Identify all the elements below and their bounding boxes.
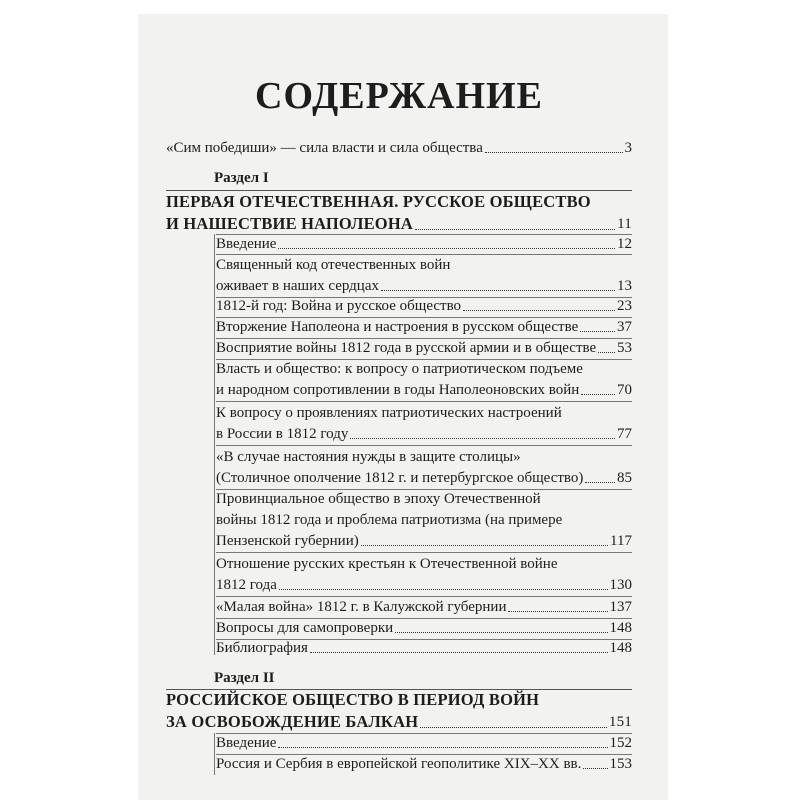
toc-page-number: 70 <box>617 382 632 398</box>
section-label: Раздел I <box>214 170 269 186</box>
toc-entry-text: Введение <box>216 735 277 751</box>
section-title-text: И НАШЕСТВИЕ НАПОЛЕОНА <box>166 214 413 233</box>
subsection-bracket <box>214 234 215 655</box>
toc-entry-text: «Сим победиши» — сила власти и сила общества <box>166 140 483 156</box>
toc-page-number: 153 <box>609 756 632 772</box>
leader-dots <box>598 352 615 353</box>
toc-entry[interactable] <box>216 531 632 551</box>
leader-dots <box>361 545 608 546</box>
toc-page-number: 148 <box>609 640 632 656</box>
leader-dots <box>395 632 607 633</box>
leader-dots <box>420 727 607 728</box>
toc-page-number: 11 <box>617 216 632 232</box>
toc-page-number: 3 <box>624 140 632 156</box>
toc-entry-text: Россия и Сербия в европейской геополитике XIX–XX вв. <box>216 756 582 772</box>
toc-entry[interactable] <box>216 754 632 774</box>
toc-entry-text: Восприятие войны 1812 года в русской армии и в обществе <box>216 340 597 356</box>
section-title-line: ПЕРВАЯ ОТЕЧЕСТВЕННАЯ. РУССКОЕ ОБЩЕСТВО <box>166 192 591 211</box>
toc-page-number: 23 <box>617 298 632 314</box>
toc-entry-text: К вопросу о проявлениях патриотических настроений <box>216 405 562 421</box>
leader-dots <box>581 394 615 395</box>
leader-dots <box>278 747 607 748</box>
toc-entry-text: войны 1812 года и проблема патриотизма (на примере <box>216 512 563 528</box>
leader-dots <box>583 768 607 769</box>
leader-dots <box>381 290 615 291</box>
toc-page-number: 151 <box>608 714 632 730</box>
toc-entry-text: Вопросы для самопроверки <box>216 620 394 636</box>
toc-entry-text: 1812 года <box>216 577 277 593</box>
section-label: Раздел II <box>214 670 275 686</box>
toc-page-number: 12 <box>617 236 632 252</box>
page-title: СОДЕРЖАНИЕ <box>255 75 543 117</box>
leader-dots <box>585 482 615 483</box>
section-title-line: РОССИЙСКОЕ ОБЩЕСТВО В ПЕРИОД ВОЙН <box>166 690 540 709</box>
toc-page-number: 137 <box>609 599 632 615</box>
leader-dots <box>580 331 615 332</box>
toc-entry[interactable] <box>216 575 632 595</box>
toc-entry-text: 1812-й год: Война и русское общество <box>216 298 462 314</box>
toc-page-number: 152 <box>609 735 632 751</box>
toc-page-number: 53 <box>617 340 632 356</box>
toc-entry[interactable] <box>216 317 632 337</box>
toc-entry-text: Пензенской губернии) <box>216 533 359 549</box>
toc-entry[interactable] <box>216 618 632 638</box>
leader-dots <box>350 438 615 439</box>
entry-divider <box>216 552 632 553</box>
toc-entry-text: в России в 1812 году <box>216 426 349 442</box>
section-title-line[interactable] <box>166 710 632 734</box>
toc-entry-text: (Столичное ополчение 1812 г. и петербургское общество) <box>216 470 584 486</box>
toc-entry[interactable] <box>216 468 632 488</box>
toc-page-number: 13 <box>617 278 632 294</box>
toc-entry[interactable] <box>216 380 632 400</box>
toc-entry[interactable] <box>216 296 632 316</box>
toc-entry-text: Вторжение Наполеона и настроения в русском обществе <box>216 319 579 335</box>
book-page <box>138 14 668 800</box>
toc-entry-text: «Малая война» 1812 г. в Калужской губернии <box>216 599 507 615</box>
entry-divider <box>216 445 632 446</box>
toc-entry-text: Священный код отечественных войн <box>216 257 451 273</box>
toc-entry-text: Введение <box>216 236 277 252</box>
toc-entry[interactable] <box>216 276 632 296</box>
toc-entry[interactable] <box>216 234 632 254</box>
toc-page-number: 85 <box>617 470 632 486</box>
section-title-line[interactable] <box>166 212 632 236</box>
toc-page-number: 117 <box>610 533 632 549</box>
toc-entry-text: оживает в наших сердцах <box>216 278 379 294</box>
toc-entry[interactable] <box>216 597 632 617</box>
toc-page-number: 148 <box>609 620 632 636</box>
toc-entry-text: Провинциальное общество в эпоху Отечественной <box>216 491 541 507</box>
leader-dots <box>278 248 615 249</box>
toc-entry-text: Библиография <box>216 640 308 656</box>
toc-entry-text: Отношение русских крестьян к Отечественной войне <box>216 556 558 572</box>
leader-dots <box>485 152 623 153</box>
toc-entry[interactable] <box>216 338 632 358</box>
toc-entry[interactable] <box>216 638 632 658</box>
toc-page-number: 77 <box>617 426 632 442</box>
toc-page-number: 130 <box>609 577 632 593</box>
leader-dots <box>279 589 608 590</box>
entry-divider <box>216 401 632 402</box>
toc-page-number: 37 <box>617 319 632 335</box>
toc-entry[interactable] <box>216 733 632 753</box>
subsection-bracket <box>214 733 215 775</box>
toc-entry-text: «В случае настояния нужды в защите столицы» <box>216 449 521 465</box>
toc-entry-text: и народном сопротивлении в годы Наполеоновских войн <box>216 382 580 398</box>
leader-dots <box>310 652 608 653</box>
leader-dots <box>463 310 615 311</box>
leader-dots <box>415 229 615 230</box>
toc-entry-text: Власть и общество: к вопросу о патриотическом подъеме <box>216 361 583 377</box>
section-title-text: ЗА ОСВОБОЖДЕНИЕ БАЛКАН <box>166 712 419 731</box>
leader-dots <box>508 611 607 612</box>
toc-entry[interactable] <box>216 424 632 444</box>
toc-entry-intro[interactable] <box>166 138 632 158</box>
